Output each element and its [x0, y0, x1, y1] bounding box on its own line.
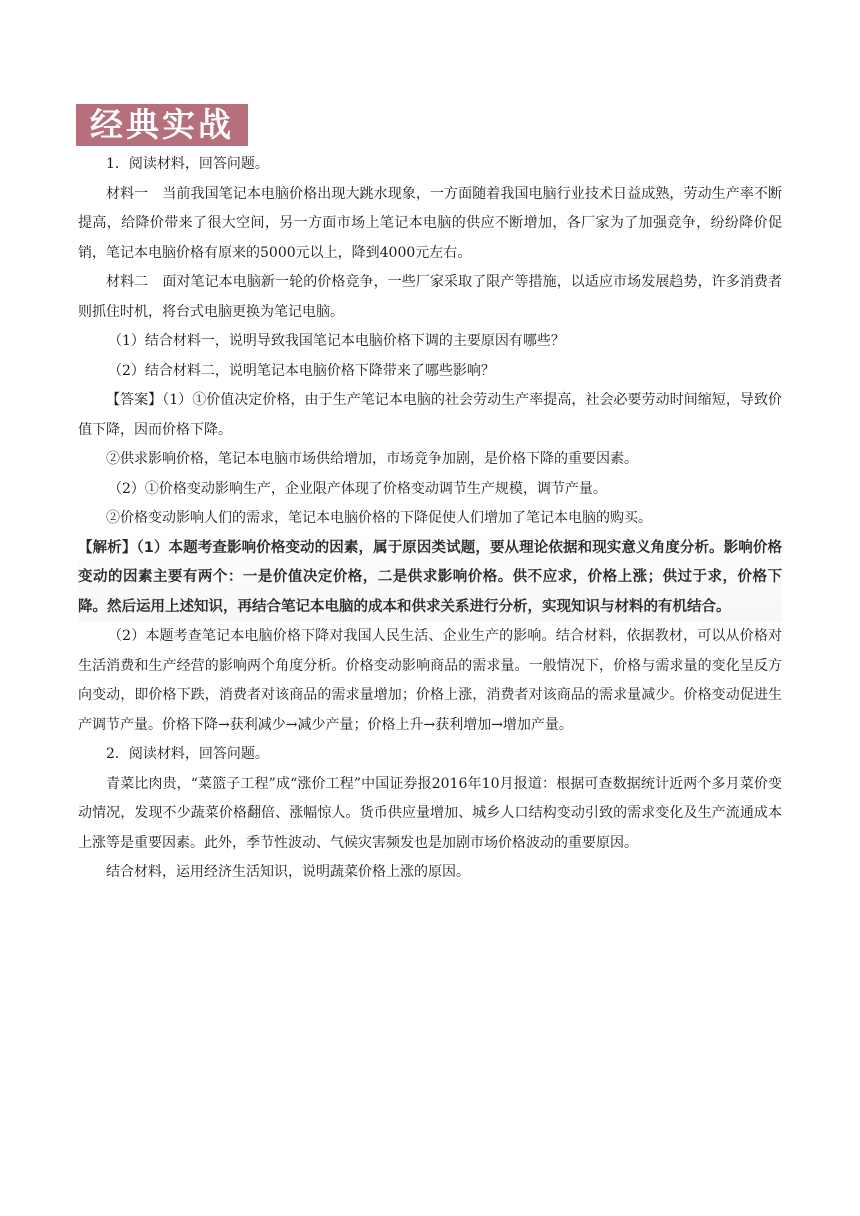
- question-2-material: 青菜比肉贵，“菜篮子工程”成“涨价工程”中国证券报2016年10月报道：根据可查数据统计近两个多月菜价变动情况，发现不少蔬菜价格翻倍、涨幅惊人。货币供应量增加、城乡人口结构变动引致的需求变化及生产流通成本上涨等是重要因素。此外，季节性波动、气候灾害频发也是加剧市场价格波动的重要原因。: [78, 775, 782, 851]
- question-2-prompt: 2．阅读材料，回答问题。: [106, 746, 269, 762]
- sub-question-1: （1）结合材料一，说明导致我国笔记本电脑价格下调的主要原因有哪些？: [108, 333, 565, 349]
- question-1-prompt: 1．阅读材料，回答问题。: [106, 156, 269, 172]
- sub-question-2: （2）结合材料二，说明笔记本电脑价格下降带来了哪些影响？: [108, 362, 495, 379]
- document-body: [78, 150, 782, 888]
- material-1: 材料一 当前我国笔记本电脑价格出现大跳水现象，一方面随着我国电脑行业技术日益成熟，劳动生产率不断提高，给降价带来了很大空间，另一方面市场上笔记本电脑的供应不断增加，各厂家为了加强竞争，纷纷降价促销，笔记本电脑价格有原来的5000元以上，降到4000元左右。: [78, 185, 782, 261]
- section-banner: 经典实战: [76, 104, 248, 146]
- material-2: 材料二 面对笔记本电脑新一轮的价格竞争，一些厂家采取了限产等措施，以适应市场发展趋势，许多消费者则抓住时机，将台式电脑更换为笔记电脑。: [78, 274, 782, 320]
- answer-part-2: ②供求影响价格，笔记本电脑市场供给增加，市场竞争加剧，是价格下降的重要因素。: [106, 451, 638, 467]
- question-2-question: 结合材料，运用经济生活知识，说明蔬菜价格上涨的原因。: [106, 864, 470, 880]
- analysis-part-1: 【解析】（1）本题考查影响价格变动的因素，属于原因类试题，要从理论依据和现实意义角度分析。影响价格变动的因素主要有两个：一是价值决定价格，二是供求影响价格。供不应求，价格上涨；供过于求，价格下降。然后运用上述知识，再结合笔记本电脑的成本和供求关系进行分析，实现知识与材料的有机结合。: [78, 534, 782, 623]
- answer-part-1: 【答案】（1）①价值决定价格，由于生产笔记本电脑的社会劳动生产率提高，社会必要劳动时间缩短，导致价值下降，因而价格下降。: [78, 392, 782, 438]
- analysis-part-2: （2）本题考查笔记本电脑价格下降对我国人民生活、企业生产的影响。结合材料，依据教材，可以从价格对生活消费和生产经营的影响两个角度分析。价格变动影响商品的需求量。一般情况下，价格与需求量的变化呈反方向变动，即价格下跌，消费者对该商品的需求量增加；价格上涨，消费者对该商品的需求量减少。价格变动促进生产调节产量。价格下降→获利减少→减少产量；价格上升→获利增加→增加产量。: [78, 628, 782, 733]
- answer-part-4: ②价格变动影响人们的需求，笔记本电脑价格的下降促使人们增加了笔记本电脑的购买。: [106, 510, 652, 526]
- answer-part-3: （2）①价格变动影响生产，企业限产体现了价格变动调节生产规模，调节产量。: [108, 480, 607, 497]
